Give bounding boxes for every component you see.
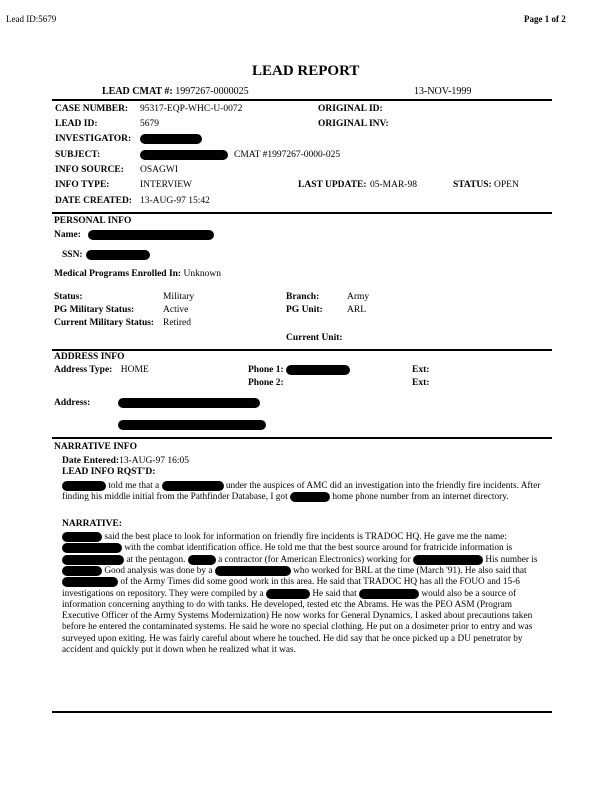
status-mil-label: Status: (54, 292, 83, 302)
redaction-inline (359, 589, 419, 599)
narrative-segment: would also be a source of information concerning anything to do with tanks. He developed, tested etc the Abrams. He was the PEO ASM (Program Executive Officer of the Army Systems Modernization) He now works for General Dynamics. I asked about precautions taken before he entered the contaminated systems. He said he wore no special clothing. He put on a dosimeter prior to entry and was surveyed upon exiting. He was fairly careful about where he touched. He did say that he once picked up a DU penetrator by accident and quickly put it down when he realized what it was. (62, 588, 533, 655)
medical-programs (54, 269, 221, 279)
redaction-phone1 (286, 365, 350, 375)
status-value: OPEN (494, 180, 519, 190)
redaction-inline (62, 555, 124, 565)
narrative-segment: a contractor (for American Electronics) working for (218, 554, 411, 565)
subject-cmat: CMAT #1997267-0000-025 (234, 150, 341, 160)
name-label: Name: (54, 230, 81, 240)
cmat-line (102, 86, 249, 97)
last-update-value: 05-MAR-98 (370, 180, 417, 190)
redaction-investigator (140, 134, 202, 144)
redaction-ssn (86, 250, 150, 260)
info-source-value: OSAGWI (140, 165, 178, 175)
page-number: Page 1 of 2 (524, 14, 566, 24)
address-type (54, 365, 149, 375)
narrative-info-heading: NARRATIVE INFO (54, 442, 137, 452)
redaction-inline (266, 589, 310, 599)
date-created-value: 13-AUG-97 15:42 (140, 196, 210, 206)
divider (52, 99, 552, 101)
pg-unit-label: PG Unit: (286, 305, 323, 315)
redaction-inline (62, 481, 106, 491)
redaction-inline (62, 577, 118, 587)
narrative-text (62, 532, 544, 656)
redaction-subject (140, 150, 228, 160)
redaction-inline (413, 555, 483, 565)
rqst-text-1: told me that a (108, 481, 160, 492)
branch-value: Army (347, 292, 370, 302)
divider (52, 349, 552, 351)
redaction-inline (62, 543, 122, 553)
redaction-inline (290, 492, 330, 502)
date-entered-label: Date Entered: (62, 456, 120, 466)
lead-info-rqst-text (62, 481, 544, 504)
lead-id-header: Lead ID:5679 (6, 14, 57, 24)
rqst-text-2: under the auspices of AMC did an investigation into the friendly fire incidents. After finding his middle initial from the Pathfinder Database, I got (62, 481, 541, 503)
original-id-label: ORIGINAL ID: (318, 104, 383, 114)
narrative-segment: Good analysis was done by a (104, 566, 213, 577)
report-date: 13-NOV-1999 (414, 86, 472, 97)
redaction-inline (162, 481, 224, 491)
current-unit-label: Current Unit: (286, 333, 343, 343)
divider (52, 437, 552, 439)
narrative-segment: of the Army Times did some good work in this area. He said that TRADOC HQ has all the FOUO and 15-6 investigations on repository. They were compiled by a (62, 577, 520, 599)
narrative-segment: His number is (485, 554, 538, 565)
pg-military-label: PG Military Status: (54, 305, 135, 315)
divider (52, 212, 552, 214)
branch-label: Branch: (286, 292, 320, 302)
address-type-label: Address Type: (54, 365, 113, 375)
cmat-label: LEAD CMAT #: (102, 86, 173, 97)
cmat-value: 1997267-0000025 (175, 86, 249, 97)
lead-id-label: LEAD ID: (55, 119, 98, 129)
subject-label: SUBJECT: (55, 150, 101, 160)
ext1-label: Ext: (412, 365, 430, 375)
info-source-label: INFO SOURCE: (55, 165, 124, 175)
narrative-segment: He said that (312, 588, 357, 599)
pg-unit-value: ARL (347, 305, 366, 315)
narrative-segment: said the best place to look for information on friendly fire incidents is TRADOC HQ. He gave me the name: (104, 532, 507, 543)
ssn-label: SSN: (62, 250, 83, 260)
phone1-label: Phone 1: (248, 365, 284, 375)
current-military-label: Current Military Status: (54, 318, 155, 328)
narrative-segment: at the pentagon. (126, 554, 186, 565)
medical-value: Unknown (183, 269, 221, 279)
last-update-label: LAST UPDATE: (298, 180, 367, 190)
original-inv-label: ORIGINAL INV: (318, 119, 389, 129)
redaction-inline (188, 555, 216, 565)
narrative-label: NARRATIVE: (62, 519, 122, 529)
address-info-heading: ADDRESS INFO (54, 352, 125, 362)
redaction-inline (62, 532, 102, 542)
address-label: Address: (54, 398, 91, 408)
redaction-name (88, 230, 214, 240)
divider (52, 711, 552, 713)
investigator-label: INVESTIGATOR: (55, 134, 132, 144)
address-type-value: HOME (120, 365, 149, 375)
date-entered-value: 13-AUG-97 16:05 (119, 456, 190, 466)
phone2-label: Phone 2: (248, 378, 284, 388)
redaction-inline (62, 566, 102, 576)
case-number-value: 95317-EQP-WHC-U-0072 (140, 104, 243, 114)
date-created-label: DATE CREATED: (55, 196, 132, 206)
pg-military-value: Active (163, 305, 189, 315)
redaction-address-line1 (118, 398, 260, 408)
lead-id-value: 5679 (140, 119, 159, 129)
redaction-address-line2 (118, 420, 266, 430)
narrative-segment: who worked for BRL at the time (March '91). He also said that (293, 566, 527, 577)
personal-info-heading: PERSONAL INFO (54, 216, 132, 226)
current-military-value: Retired (163, 318, 191, 328)
redaction-inline (215, 566, 291, 576)
rqst-text-3: home phone number from an internet directory. (332, 492, 509, 503)
page-title: LEAD REPORT (252, 63, 360, 79)
lead-info-rqst-label: LEAD INFO RQST'D: (62, 467, 156, 477)
date-entered (62, 456, 189, 466)
narrative-segment: with the combat identification office. He told me that the best source around for fratricide information is (124, 543, 513, 554)
ext2-label: Ext: (412, 378, 430, 388)
status-mil-value: Military (163, 292, 195, 302)
info-type-value: INTERVIEW (140, 180, 192, 190)
medical-label: Medical Programs Enrolled In: (54, 269, 182, 279)
case-number-label: CASE NUMBER: (55, 104, 129, 114)
status-label: STATUS: (453, 180, 492, 190)
info-type-label: INFO TYPE: (55, 180, 110, 190)
